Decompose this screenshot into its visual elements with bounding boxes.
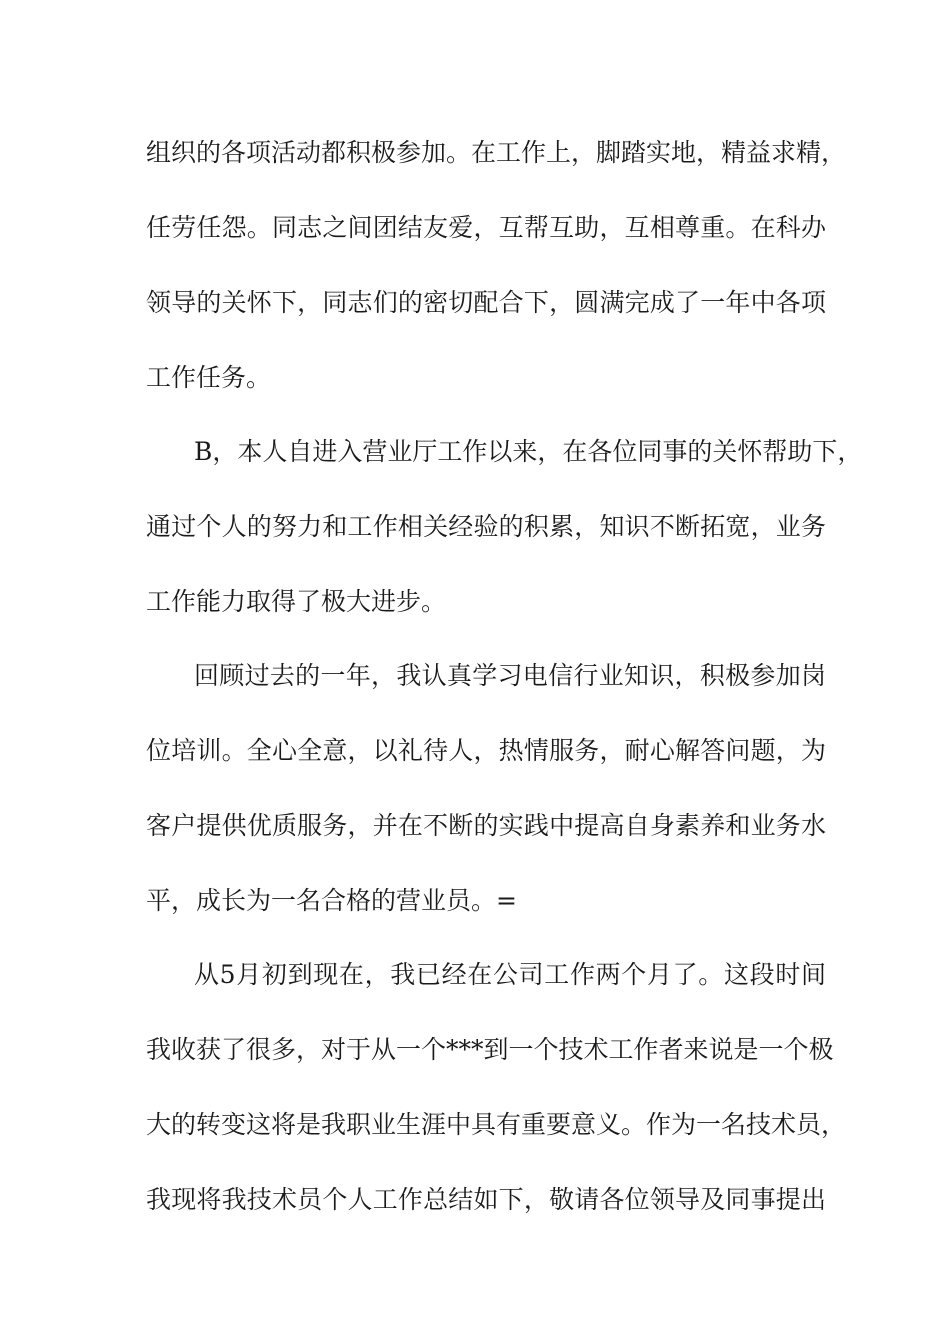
text-line: 领导的关怀下，同志们的密切配合下，圆满完成了一年中各项: [146, 288, 826, 317]
text-line: 大的转变这将是我职业生涯中具有重要意义。作为一名技术员，: [146, 1110, 847, 1139]
paragraph-3: [146, 662, 826, 962]
paragraph-1: [146, 138, 847, 439]
text-line: 客户提供优质服务，并在不断的实践中提高自身素养和业务水: [146, 811, 826, 840]
text-line: 位培训。全心全意，以礼待人，热情服务，耐心解答问题，为: [146, 736, 826, 765]
text-line: 平，成长为一名合格的营业员。=: [146, 886, 517, 915]
text-line: 回顾过去的一年，我认真学习电信行业知识，积极参加岗: [194, 661, 826, 690]
paragraph-4: [146, 960, 847, 1261]
text-line: 工作能力取得了极大进步。: [146, 587, 447, 616]
text-line: 通过个人的努力和工作相关经验的积累，知识不断拓宽，业务: [146, 512, 826, 541]
paragraph-2: [146, 437, 863, 663]
text-line: 我现将我技术员个人工作总结如下，敬请各位领导及同事提出: [146, 1185, 826, 1214]
text-line: 组织的各项活动都积极参加。在工作上，脚踏实地，精益求精，: [146, 138, 847, 167]
text-line: 从5月初到现在，我已经在公司工作两个月了。这段时间: [194, 960, 826, 989]
text-line: 工作任务。: [146, 363, 272, 392]
text-line: 任劳任怨。同志之间团结友爱，互帮互助，互相尊重。在科办: [146, 213, 826, 242]
text-line: B，本人自进入营业厅工作以来，在各位同事的关怀帮助下，: [194, 437, 863, 466]
text-line: 我收获了很多，对于从一个***到一个技术工作者来说是一个极: [146, 1035, 834, 1064]
